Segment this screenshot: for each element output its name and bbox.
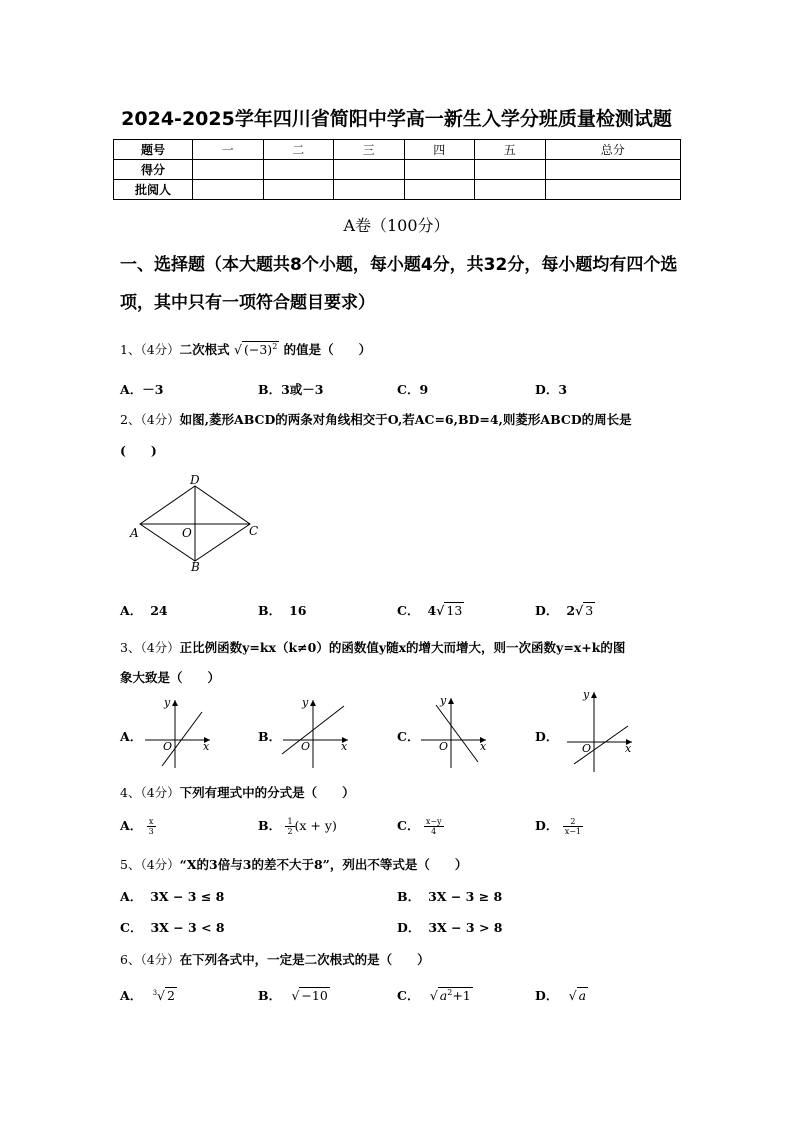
y-arrow	[172, 700, 178, 706]
empty-cell	[404, 160, 475, 180]
numerator: x−y	[425, 817, 442, 826]
denominator: 4	[431, 827, 437, 836]
question-number: 6、（4分）	[120, 952, 180, 967]
question-number: 3、（4分）	[120, 640, 180, 655]
option-d	[397, 918, 503, 936]
option-letter: C．	[397, 988, 420, 1003]
row-label: 批阅人	[114, 180, 193, 200]
graph-d	[562, 686, 642, 776]
radicand: −10	[301, 988, 328, 1003]
square-root: √ −10	[291, 988, 328, 1003]
y-arrow	[448, 698, 454, 704]
grader-row	[114, 180, 681, 200]
option-letter: C．	[397, 603, 420, 618]
option-letter: B．	[258, 603, 282, 618]
rhombus-figure	[125, 470, 265, 575]
question-stem: 二次根式	[179, 342, 230, 357]
root-index: 3	[152, 988, 158, 997]
numerator: 2	[563, 817, 583, 827]
option-d	[535, 816, 583, 836]
numerator: x	[147, 817, 156, 827]
score-table-header-row	[114, 140, 681, 160]
exponent: 2	[447, 987, 453, 997]
origin-label: O	[163, 740, 173, 753]
option-c: C．	[397, 729, 420, 744]
option-a	[120, 986, 177, 1004]
y-label: y	[440, 694, 447, 707]
label-o: O	[182, 526, 192, 540]
option-d: D．	[535, 729, 559, 744]
y-arrow	[591, 692, 597, 698]
radicand-var: a	[439, 988, 448, 1003]
fraction	[424, 817, 444, 836]
y-label: y	[164, 696, 171, 709]
label-a: A	[130, 526, 139, 540]
y-arrow	[310, 700, 316, 706]
header-cell: 一	[193, 140, 264, 160]
option-d	[535, 601, 595, 619]
square-root: √ a	[568, 988, 587, 1003]
function-line	[436, 705, 478, 762]
question-stem: 下列有理式中的分式是（ ）	[179, 785, 355, 800]
question-number: 1、（4分）	[120, 342, 180, 357]
option-letter: D．	[397, 920, 421, 935]
radicand-tail: +1	[452, 988, 471, 1003]
option-a: A．－3	[120, 382, 164, 397]
option-letter: C．	[120, 920, 143, 935]
empty-cell	[545, 160, 681, 180]
expression-tail: (x + y)	[294, 818, 337, 833]
fraction	[147, 817, 156, 836]
empty-cell	[263, 180, 334, 200]
header-cell: 三	[334, 140, 405, 160]
numerator: 1	[287, 817, 293, 826]
option-b	[258, 601, 306, 619]
score-row	[114, 160, 681, 180]
question-stem: 在下列各式中，一定是二次根式的是（ ）	[179, 952, 430, 967]
option-c	[397, 816, 444, 836]
x-label: x	[480, 740, 487, 753]
fraction	[285, 817, 294, 836]
question-6	[120, 950, 430, 968]
option-value: 4√ 13	[427, 603, 463, 618]
radicand: 2	[167, 988, 175, 1003]
label-c: C	[249, 524, 259, 538]
label-d: D	[190, 473, 200, 487]
header-cell: 二	[263, 140, 334, 160]
question-5	[120, 855, 467, 873]
radicand: a	[578, 988, 587, 1003]
label-b: B	[191, 560, 200, 574]
option-a	[120, 601, 168, 619]
option-letter: D．	[535, 988, 559, 1003]
function-line	[162, 712, 202, 766]
x-label: x	[625, 742, 632, 755]
y-label: y	[302, 696, 309, 709]
graph-a	[140, 694, 220, 772]
option-letter: A．	[120, 889, 143, 904]
option-b	[258, 816, 337, 836]
option-b	[258, 986, 330, 1004]
score-table	[113, 139, 681, 200]
option-letter: D．	[535, 818, 559, 833]
question-2-paren: ( )	[120, 443, 157, 458]
radical-expression: √ $(-3)^2$	[234, 341, 278, 357]
exponent: 2	[272, 341, 278, 351]
question-4	[120, 783, 355, 801]
option-value: 3X − 3 > 8	[428, 920, 503, 935]
option-a	[120, 816, 156, 836]
option-value: 3X − 3 ≤ 8	[150, 889, 225, 904]
question-stem: 正比例函数y=kx（k≠0）的函数值y随x的增大而增大，则一次函数y=x+k的图	[179, 640, 626, 655]
origin-label: O	[582, 742, 592, 755]
x-label: x	[341, 740, 348, 753]
denominator: 2	[287, 827, 293, 836]
origin-label: O	[439, 740, 449, 753]
empty-cell	[404, 180, 475, 200]
option-letter: B．	[397, 889, 421, 904]
question-number: 2、（4分）	[120, 412, 180, 427]
empty-cell	[193, 160, 264, 180]
radicand: 3	[585, 603, 594, 618]
option-letter: B．	[258, 988, 282, 1003]
empty-cell	[545, 180, 681, 200]
graph-c	[418, 690, 498, 772]
option-letter: B．	[258, 818, 282, 833]
option-value: 16	[289, 603, 307, 618]
option-value: 3X − 3 ≥ 8	[428, 889, 503, 904]
option-a	[120, 887, 224, 905]
question-stem: “X的3倍与3的差不大于8”，列出不等式是（ ）	[179, 857, 468, 872]
option-c	[397, 986, 473, 1004]
y-label: y	[583, 688, 590, 701]
option-letter: A．	[120, 818, 143, 833]
empty-cell	[263, 160, 334, 180]
header-cell: 题号	[114, 140, 193, 160]
option-value: 3X − 3 < 8	[150, 920, 225, 935]
question-stem: 如图,菱形ABCD的两条对角线相交于O,若AC=6,BD=4,则菱形ABCD的周长是	[179, 412, 632, 427]
option-letter: C．	[397, 818, 420, 833]
option-value: 2√ 3	[566, 603, 594, 618]
origin-label: O	[301, 740, 311, 753]
volume-heading: A卷（100分）	[343, 216, 450, 235]
option-c	[397, 601, 464, 619]
coefficient: 2	[566, 603, 576, 618]
question-number: 5、（4分）	[120, 857, 180, 872]
option-c: C．9	[397, 382, 429, 397]
question-number: 4、（4分）	[120, 785, 180, 800]
option-d: D．3	[535, 382, 568, 397]
question-1	[120, 340, 371, 358]
option-d	[535, 986, 588, 1004]
option-b	[397, 887, 502, 905]
graph-b	[278, 694, 358, 772]
empty-cell	[334, 180, 405, 200]
coefficient: 4	[427, 603, 437, 618]
row-label: 得分	[114, 160, 193, 180]
section-heading: 一、选择题（本大题共8个小题，每小题4分，共32分，每小题均有四个选项，其中只有一项符合题目要求）	[120, 255, 678, 313]
option-c	[120, 918, 225, 936]
question-3-cont: 象大致是（ ）	[120, 670, 221, 685]
option-value: 24	[150, 603, 168, 618]
fraction	[563, 817, 583, 836]
header-cell: 五	[475, 140, 546, 160]
question-tail: 的值是（ ）	[283, 342, 372, 357]
exam-title: 2024-2025学年四川省简阳中学高一新生入学分班质量检测试题	[121, 108, 672, 130]
option-b: B．3或－3	[258, 382, 324, 397]
denominator: x−1	[564, 827, 582, 836]
radicand: 13	[446, 603, 463, 618]
radicand: (−3)	[244, 342, 273, 357]
x-label: x	[203, 740, 210, 753]
question-3	[120, 638, 625, 656]
empty-cell	[475, 180, 546, 200]
question-2	[120, 410, 632, 428]
header-cell: 总分	[545, 140, 681, 160]
denominator: 3	[148, 827, 154, 836]
option-b: B．	[258, 729, 282, 744]
empty-cell	[334, 160, 405, 180]
option-letter: D．	[535, 603, 559, 618]
empty-cell	[475, 160, 546, 180]
empty-cell	[193, 180, 264, 200]
option-letter: A．	[120, 988, 143, 1003]
option-a: A．	[120, 729, 143, 744]
cube-root: $^3$√ 2	[152, 988, 175, 1003]
header-cell: 四	[404, 140, 475, 160]
option-letter: A．	[120, 603, 143, 618]
square-root: √ $a^2+1$	[429, 987, 471, 1003]
